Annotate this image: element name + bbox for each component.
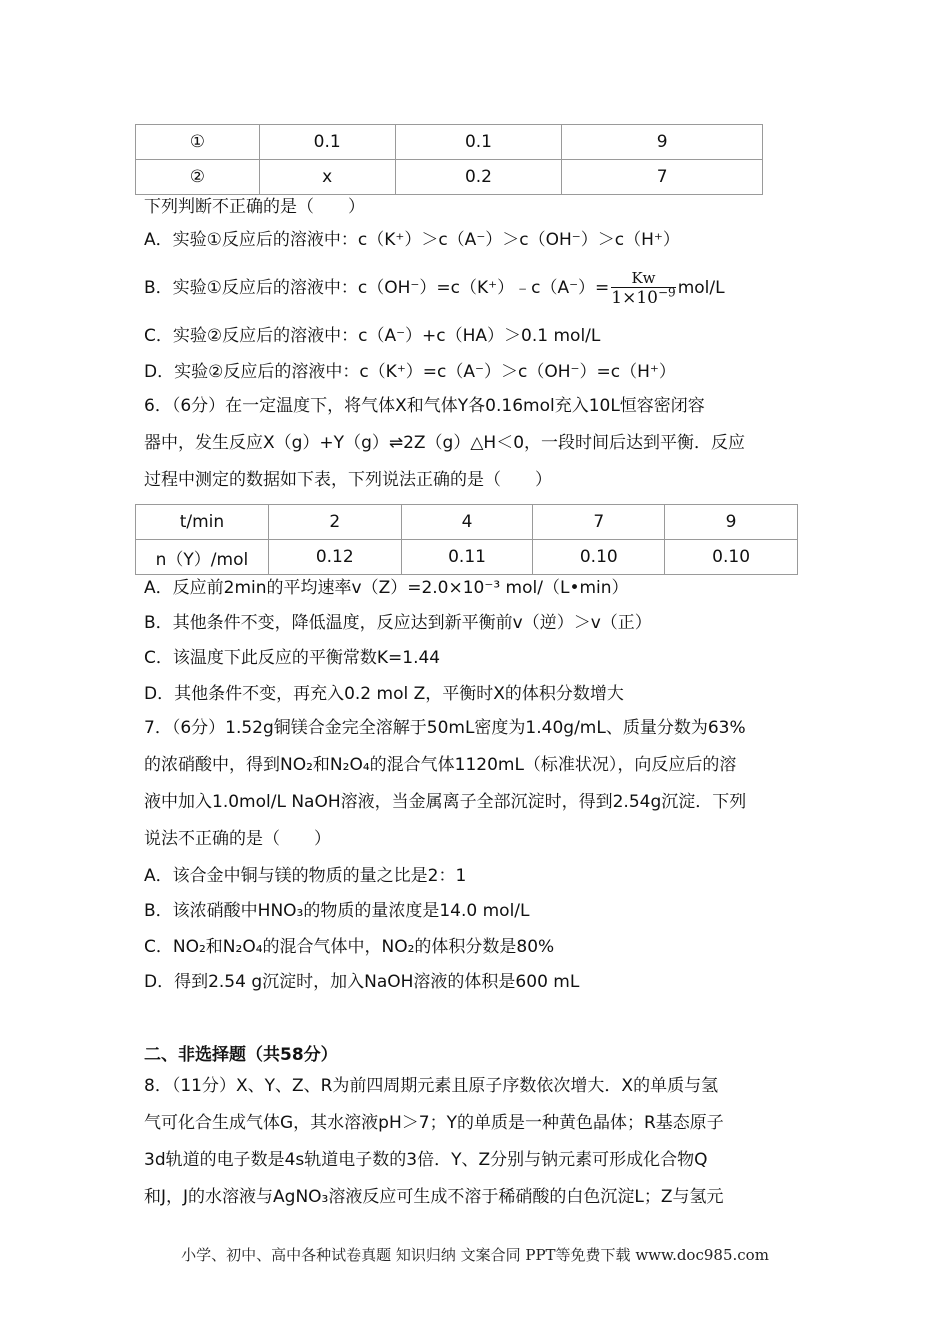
q6-stem-line: 器中，发生反应X（g）+Y（g）⇌2Z（g）△H＜0，一段时间后达到平衡．反应	[144, 433, 746, 453]
table-cell: 0.12	[268, 540, 401, 575]
q6-option-d: D．其他条件不变，再充入0.2 mol Z，平衡时X的体积分数增大	[144, 684, 624, 704]
q6-option-c: C．该温度下此反应的平衡常数K=1.44	[144, 648, 441, 668]
q6-data-table	[135, 504, 798, 575]
q7-stem-line: 的浓硝酸中，得到NO₂和N₂O₄的混合气体1120mL（标准状况），向反应后的溶	[144, 755, 737, 775]
table-header-row	[136, 505, 798, 540]
q8-stem-line: 3d轨道的电子数是4s轨道电子数的3倍．Y、Z分别与钠元素可形成化合物Q	[144, 1150, 708, 1170]
kw-fraction	[611, 269, 675, 308]
table-header-cell: 2	[268, 505, 401, 540]
q5-option-b-unit: mol/L	[677, 278, 725, 298]
q8-stem-line: 气可化合生成气体G，其水溶液pH＞7；Y的单质是一种黄色晶体；R基态原子	[144, 1113, 724, 1133]
table-cell: n（Y）/mol	[136, 540, 269, 575]
fraction-exponent: −9	[658, 284, 676, 299]
fraction-denominator-base: 1×10	[611, 287, 658, 308]
section-heading: 二、非选择题（共58分）	[144, 1045, 338, 1065]
table-header-cell: 4	[401, 505, 533, 540]
table-row	[136, 125, 763, 160]
q7-option-d: D．得到2.54 g沉淀时，加入NaOH溶液的体积是600 mL	[144, 972, 580, 992]
q5-option-c: C．实验②反应后的溶液中：c（A⁻）+c（HA）＞0.1 mol/L	[144, 326, 601, 346]
table-cell: 9	[562, 125, 763, 160]
q7-stem-line: 说法不正确的是（ ）	[144, 829, 331, 849]
table-cell: 0.10	[665, 540, 798, 575]
table-cell: 0.2	[395, 160, 562, 195]
q5-option-b-text: B．实验①反应后的溶液中：c（OH⁻）=c（K⁺）﹣c（A⁻）=	[144, 278, 610, 298]
q8-stem-line: 8．（11分）X、Y、Z、R为前四周期元素且原子序数依次增大．X的单质与氢	[144, 1076, 719, 1096]
q8-stem-line: 和J，J的水溶液与AgNO₃溶液反应可生成不溶于稀硝酸的白色沉淀L；Z与氢元	[144, 1187, 724, 1207]
table-cell: 0.11	[401, 540, 533, 575]
q8-stem	[144, 1068, 809, 1216]
table-row	[136, 540, 798, 575]
q5-option-d: D．实验②反应后的溶液中：c（K⁺）=c（A⁻）＞c（OH⁻）=c（H⁺）	[144, 362, 676, 382]
table-cell: x	[259, 160, 395, 195]
fraction-denominator	[611, 284, 676, 308]
q7-option-c: C．NO₂和N₂O₄的混合气体中，NO₂的体积分数是80%	[144, 937, 555, 957]
table-cell: 0.1	[259, 125, 395, 160]
experiment-table	[135, 124, 763, 195]
q5-prompt: 下列判断不正确的是（ ）	[144, 197, 365, 217]
table-header-cell: 7	[533, 505, 665, 540]
table-cell: ①	[136, 125, 260, 160]
q6-option-b: B．其他条件不变，降低温度，反应达到新平衡前v（逆）＞v（正）	[144, 613, 652, 633]
table-cell: 7	[562, 160, 763, 195]
q6-stem-line: 6．（6分）在一定温度下，将气体X和气体Y各0.16mol充入10L恒容密闭容	[144, 396, 705, 416]
table-header-cell: t/min	[136, 505, 269, 540]
table-cell: 0.1	[395, 125, 562, 160]
fraction-numerator: Kw	[611, 269, 675, 288]
page-footer: 小学、初中、高中各种试卷真题 知识归纳 文案合同 PPT等免费下载 www.doc985.com	[181, 1246, 769, 1264]
q7-option-b: B．该浓硝酸中HNO₃的物质的量浓度是14.0 mol/L	[144, 901, 530, 921]
q5-option-b	[144, 266, 725, 310]
q6-option-a: A．反应前2min的平均速率v（Z）=2.0×10⁻³ mol/（L•min）	[144, 578, 629, 598]
table-cell: 0.10	[533, 540, 665, 575]
table-header-cell: 9	[665, 505, 798, 540]
table-row	[136, 160, 763, 195]
q7-option-a: A．该合金中铜与镁的物质的量之比是2：1	[144, 866, 467, 886]
q7-stem-line: 液中加入1.0mol/L NaOH溶液，当金属离子全部沉淀时，得到2.54g沉淀．下列	[144, 792, 747, 812]
q7-stem-line: 7．（6分）1.52g铜镁合金完全溶解于50mL密度为1.40g/mL、质量分数为63%	[144, 718, 746, 738]
q6-stem-line: 过程中测定的数据如下表，下列说法正确的是（ ）	[144, 470, 552, 490]
q5-option-a: A．实验①反应后的溶液中：c（K⁺）＞c（A⁻）＞c（OH⁻）＞c（H⁺）	[144, 230, 680, 250]
q6-stem	[144, 388, 809, 499]
q7-stem	[144, 710, 809, 858]
table-cell: ②	[136, 160, 260, 195]
